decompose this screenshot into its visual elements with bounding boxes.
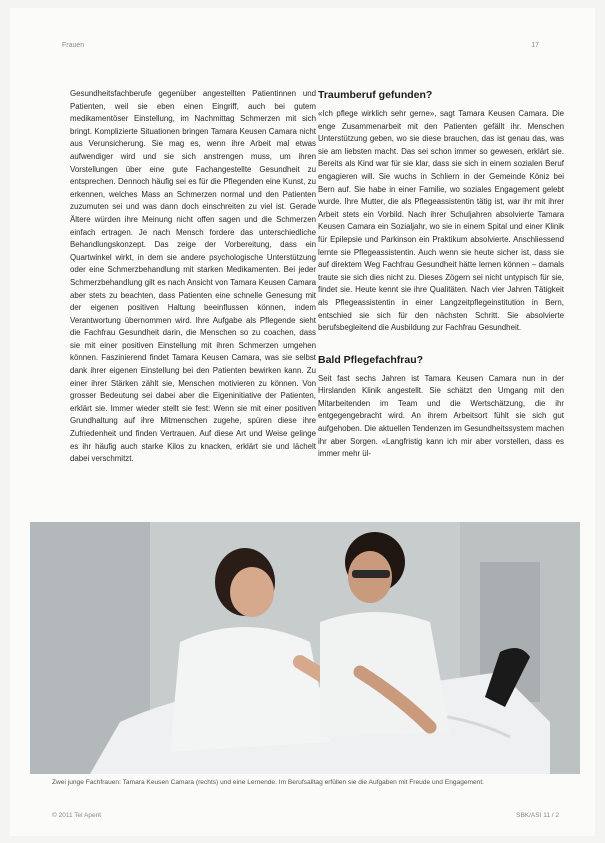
right-column <box>318 88 564 461</box>
section-name: Frauen <box>62 42 85 49</box>
nurses-photo <box>30 522 580 774</box>
left-column <box>70 88 316 466</box>
footer-right: SBK/ASI 11 / 2 <box>516 812 559 819</box>
left-body-text: Gesundheitsfachberufe gegenüber angestellten Patientinnen und Patienten, weil sie eben einen Eingriff, auch bei gutem medikamentöser Einstellung, im Nachmittag Schmerzen mit sich bringt. Komplizierte Situationen bringen Tamara Keusen Camara nicht aus Verunsicherung. Sie mag es, wenn ihre Arbeit mal etwas aufwendiger wird und sie sich anstrengen muss, um ihren Vorstellungen über eine gute Fachangestellte Gesundheit zu entsprechen. Dennoch häufig sei es für die Pflegenden eine Kunst, zu erkennen, welches Mass an Schmerzen normal und den Patienten zuzumuten sei und was dann doch einschreiten zu viel ist. Gerade Ältere würden ihre Meinung nicht offen sagen und die Schmerzen einfach ertragen. Je nach Mensch fordere das unterschiedliche Behandlungskonzept. Das zeige der Vorbereitung, dass ein Quartwinkel wirkt, in dem sie andere psychologische Unterstützung oder eine Schmerzbehandlung mit starken Medikamenten. Bei jeder Schmerzbehandlung gilt es nach Ansicht von Tamara Keusen Camara aber stets zu beachten, dass Patienten eine schnelle Genesung mit der eigenen positiven Haltung beeinflussen können, indem Verantwortung übernommen wird. Ihre Aufgabe als Pflegende sieht die Fachfrau Gesundheit darin, die Menschen so zu coachen, dass sie mit einer positiven Einstellung mit ihren Schmerzen umgehen können. Faszinierend findet Tamara Keusen Camara, was sie selbst dank ihrer eigenen Einstellung bei den Patienten bewirken kann. Zu einer ihrer Stärken zählt sie, Menschen motivieren zu können. Von grosser Bedeutung sei dabei aber die Eigeninitiative der Patienten, erklärt sie. Immer wieder stellt sie fest: Wenn sie mit einer positiven Grundhaltung auf ihre Mitmenschen zugehe, spüren diese ihre Zufriedenheit und finden Vertrauen. Auf diese Art und Weise gelinge es ihr häufig auch starke Kilos zu knacken, erklärt sie und lächelt dabei verschmitzt. <box>70 89 316 464</box>
section-heading-traumberuf: Traumberuf gefunden? <box>318 89 433 101</box>
section-text-pflegefachfrau: Seit fast sechs Jahren ist Tamara Keusen Camara nun in der Hirslanden Klinik angestellt. Sie schätzt den Umgang mit den Mitarbeitenden im Team und die Wertschätzung, die ihr entgegengebracht wird. An ihrem Arbeitsort fühlt sie sich gut aufgehoben. Die aktuellen Tendenzen im Gesundheitssystem machen ihr aber Sorgen. «Langfristig kann ich mir aber vorstellen, dass es immer mehr ül- <box>318 373 564 459</box>
page-marker: 17 <box>531 42 539 49</box>
photo-caption: Zwei junge Fachfrauen: Tamara Keusen Camara (rechts) und eine Lernende. Im Berufsalltag erfüllen sie die Aufgaben mit Freude und Engagement. <box>52 779 485 786</box>
page-footer <box>52 812 559 819</box>
section-heading-pflegefachfrau: Bald Pflegefachfrau? <box>318 353 424 366</box>
section-pflegefachfrau <box>318 353 564 461</box>
section-text-traumberuf: «Ich pflege wirklich sehr gerne», sagt Tamara Keusen Camara. Die enge Zusammenarbeit mit den Patienten gefällt ihr. Menschen Unterstützung geben, wo sie diese brauchen, das ist genau das, was sie am liebsten macht. Das sei schon immer so gewesen, erklärt sie. Bereits als Kind war für sie klar, dass sie sich in einem sozialen Beruf engagieren will. Sie wuchs in Schliern in der Gemeinde Köniz bei Bern auf. Sie habe in einer Familie, wo soziales Engagement gelebt wurde. Ihre Mutter, die als Pflegeassistentin tätig ist, war ihr mit ihrer Arbeit stets ein Vorbild. Nach ihrer Schuljahren absolvierte Tamara Keusen Camara ein Sozialjahr, wo sie in einem Spital und einer Klinik für Epilepsie und Parkinson ein Praktikum absolvierte. Anschliessend lernte sie Pflegeassistentin. Auch wenn sie heute sicher ist, dass sie auf direktem Weg Fachfrau Gesundheit hätte lernen können – damals traute sie sich dies nicht zu. Dieses Zögern sei nicht untypisch für sie, findet sie. Heute kennt sie ihre Qualitäten. Nach vier Jahren Tätigkeit als Pflegeassistentin in einer Langzeitpflegeinstitution in Bern, entschied sie sich für den nächsten Schritt. Sie absolvierte berufsbegleitend die Ausbildung zur Fachfrau Gesundheit. <box>318 109 564 333</box>
running-head <box>62 42 539 49</box>
footer-left: © 2011 Tel Aperit <box>52 812 101 819</box>
nurses-photo-illustration <box>30 522 580 774</box>
